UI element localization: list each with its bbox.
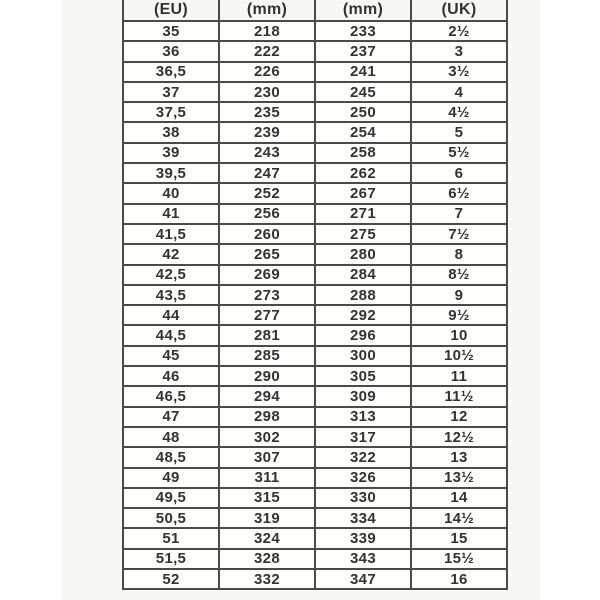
table-cell: 250 <box>315 102 411 122</box>
table-cell: 49,5 <box>123 488 219 508</box>
table-cell: 271 <box>315 204 411 224</box>
table-cell: 36,5 <box>123 62 219 82</box>
table-cell: 49 <box>123 468 219 488</box>
table-cell: 290 <box>219 366 315 386</box>
table-cell: 330 <box>315 488 411 508</box>
header-cell-eu: (EU) <box>123 0 219 21</box>
table-row <box>123 528 507 548</box>
table-row <box>123 508 507 528</box>
table-cell: 44 <box>123 305 219 325</box>
table-cell: 258 <box>315 143 411 163</box>
table-cell: 46 <box>123 366 219 386</box>
table-cell: 265 <box>219 244 315 264</box>
table-cell: 347 <box>315 569 411 589</box>
table-cell: 42,5 <box>123 265 219 285</box>
table-cell: 245 <box>315 82 411 102</box>
header-cell-uk: (UK) <box>411 0 507 21</box>
table-cell: 41,5 <box>123 224 219 244</box>
table-cell: 300 <box>315 346 411 366</box>
table-cell: 315 <box>219 488 315 508</box>
table-row <box>123 427 507 447</box>
table-cell: 328 <box>219 549 315 569</box>
table-row <box>123 143 507 163</box>
table-cell: 247 <box>219 163 315 183</box>
table-cell: 222 <box>219 41 315 61</box>
table-cell: 8 <box>411 244 507 264</box>
table-cell: 296 <box>315 325 411 345</box>
table-cell: 37,5 <box>123 102 219 122</box>
table-cell: 218 <box>219 21 315 41</box>
table-cell: 262 <box>315 163 411 183</box>
table-cell: 292 <box>315 305 411 325</box>
table-cell: 50,5 <box>123 508 219 528</box>
table-cell: 52 <box>123 569 219 589</box>
table-cell: 5 <box>411 122 507 142</box>
table-row <box>123 183 507 203</box>
table-cell: 45 <box>123 346 219 366</box>
table-cell: 4 <box>411 82 507 102</box>
table-cell: 298 <box>219 407 315 427</box>
table-row <box>123 305 507 325</box>
table-row <box>123 204 507 224</box>
table-cell: 317 <box>315 427 411 447</box>
table-cell: 230 <box>219 82 315 102</box>
table-cell: 12½ <box>411 427 507 447</box>
table-cell: 48,5 <box>123 447 219 467</box>
table-cell: 241 <box>315 62 411 82</box>
table-cell: 8½ <box>411 265 507 285</box>
table-cell: 2½ <box>411 21 507 41</box>
table-cell: 284 <box>315 265 411 285</box>
table-header <box>123 0 507 21</box>
table-row <box>123 285 507 305</box>
table-cell: 233 <box>315 21 411 41</box>
table-row <box>123 366 507 386</box>
table-cell: 252 <box>219 183 315 203</box>
table-cell: 294 <box>219 386 315 406</box>
table-cell: 38 <box>123 122 219 142</box>
table-row <box>123 468 507 488</box>
table-cell: 46,5 <box>123 386 219 406</box>
table-cell: 275 <box>315 224 411 244</box>
table-cell: 277 <box>219 305 315 325</box>
table-cell: 6½ <box>411 183 507 203</box>
table-row <box>123 62 507 82</box>
table-cell: 302 <box>219 427 315 447</box>
table-cell: 40 <box>123 183 219 203</box>
table-cell: 267 <box>315 183 411 203</box>
table-cell: 10 <box>411 325 507 345</box>
table-cell: 3½ <box>411 62 507 82</box>
table-cell: 237 <box>315 41 411 61</box>
table-cell: 51 <box>123 528 219 548</box>
table-cell: 309 <box>315 386 411 406</box>
table-cell: 37 <box>123 82 219 102</box>
table-cell: 280 <box>315 244 411 264</box>
table-cell: 4½ <box>411 102 507 122</box>
table-cell: 324 <box>219 528 315 548</box>
table-cell: 7½ <box>411 224 507 244</box>
table-cell: 343 <box>315 549 411 569</box>
table-cell: 332 <box>219 569 315 589</box>
table-row <box>123 569 507 589</box>
table-cell: 5½ <box>411 143 507 163</box>
table-cell: 39,5 <box>123 163 219 183</box>
table-row <box>123 447 507 467</box>
table-cell: 14 <box>411 488 507 508</box>
table-row <box>123 163 507 183</box>
table-body <box>123 21 507 589</box>
table-cell: 39 <box>123 143 219 163</box>
table-cell: 15½ <box>411 549 507 569</box>
table-cell: 42 <box>123 244 219 264</box>
table-row <box>123 386 507 406</box>
header-cell-mm-last: (mm) <box>315 0 411 21</box>
table-cell: 15 <box>411 528 507 548</box>
table-cell: 273 <box>219 285 315 305</box>
table-row <box>123 102 507 122</box>
table-cell: 10½ <box>411 346 507 366</box>
table-cell: 334 <box>315 508 411 528</box>
table-cell: 285 <box>219 346 315 366</box>
table-cell: 322 <box>315 447 411 467</box>
table-cell: 260 <box>219 224 315 244</box>
table-cell: 256 <box>219 204 315 224</box>
table-cell: 12 <box>411 407 507 427</box>
table-cell: 13½ <box>411 468 507 488</box>
table-cell: 48 <box>123 427 219 447</box>
table-cell: 239 <box>219 122 315 142</box>
table-row <box>123 82 507 102</box>
table-cell: 11 <box>411 366 507 386</box>
table-row <box>123 346 507 366</box>
table-row <box>123 41 507 61</box>
table-cell: 41 <box>123 204 219 224</box>
table-row <box>123 549 507 569</box>
table-cell: 319 <box>219 508 315 528</box>
table-row <box>123 265 507 285</box>
table-cell: 51,5 <box>123 549 219 569</box>
table-cell: 9½ <box>411 305 507 325</box>
table-cell: 6 <box>411 163 507 183</box>
table-cell: 13 <box>411 447 507 467</box>
table-cell: 3 <box>411 41 507 61</box>
table-cell: 326 <box>315 468 411 488</box>
table-row <box>123 244 507 264</box>
header-cell-mm-foot: (mm) <box>219 0 315 21</box>
header-row <box>123 0 507 21</box>
table-row <box>123 122 507 142</box>
table-cell: 226 <box>219 62 315 82</box>
table-cell: 14½ <box>411 508 507 528</box>
table-row <box>123 21 507 41</box>
table-row <box>123 407 507 427</box>
table-cell: 9 <box>411 285 507 305</box>
size-conversion-table <box>122 0 508 590</box>
table-cell: 281 <box>219 325 315 345</box>
table-cell: 254 <box>315 122 411 142</box>
table-cell: 35 <box>123 21 219 41</box>
table-cell: 16 <box>411 569 507 589</box>
table-cell: 307 <box>219 447 315 467</box>
table-cell: 47 <box>123 407 219 427</box>
table-cell: 44,5 <box>123 325 219 345</box>
table-cell: 43,5 <box>123 285 219 305</box>
table-cell: 11½ <box>411 386 507 406</box>
table-cell: 313 <box>315 407 411 427</box>
table-cell: 243 <box>219 143 315 163</box>
table-cell: 235 <box>219 102 315 122</box>
table-row <box>123 224 507 244</box>
table-cell: 305 <box>315 366 411 386</box>
table-cell: 36 <box>123 41 219 61</box>
table-row <box>123 488 507 508</box>
table-cell: 269 <box>219 265 315 285</box>
table-cell: 339 <box>315 528 411 548</box>
table-cell: 311 <box>219 468 315 488</box>
table-cell: 288 <box>315 285 411 305</box>
table-cell: 7 <box>411 204 507 224</box>
table-row <box>123 325 507 345</box>
